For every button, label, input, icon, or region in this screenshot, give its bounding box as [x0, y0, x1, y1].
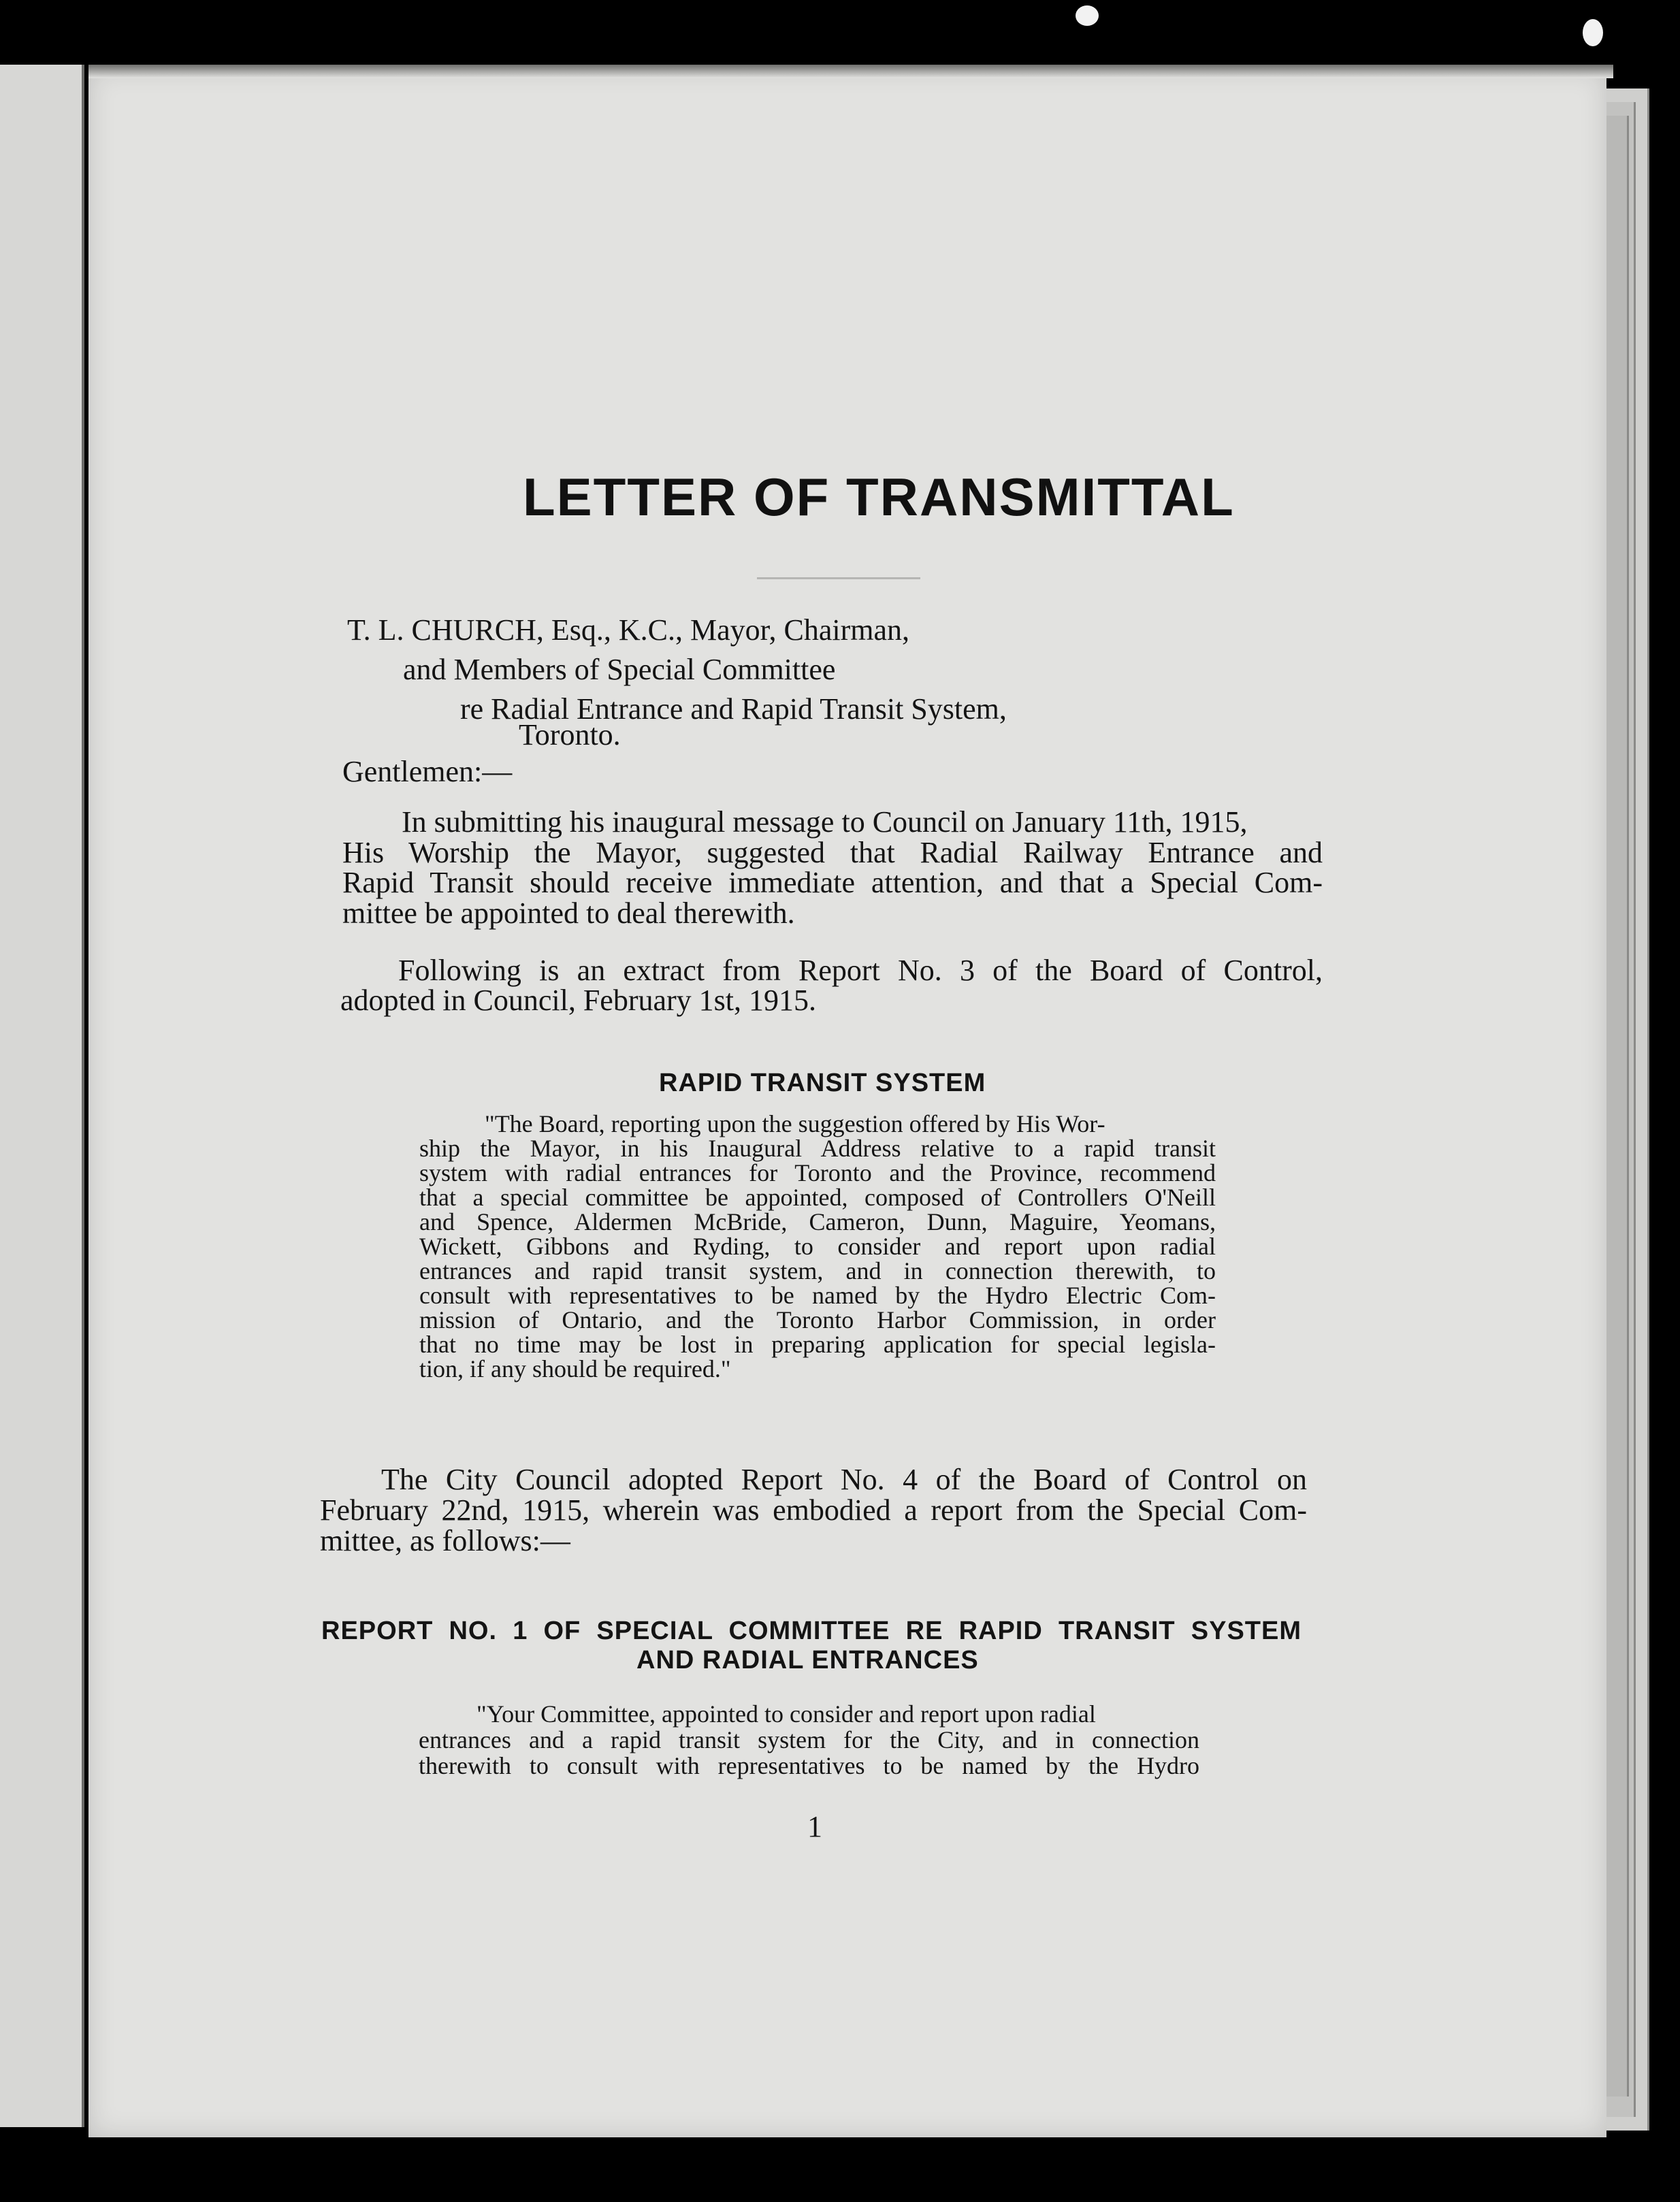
quote-line: Wickett, Gibbons and Ryding, to consider and report upon radial — [419, 1233, 1216, 1260]
document-page — [88, 68, 1606, 2137]
address-line: re Radial Entrance and Rapid Transit System, — [460, 692, 1007, 726]
paragraph-line: mittee, as follows:— — [320, 1524, 570, 1557]
document-title: LETTER OF TRANSMITTAL — [523, 467, 1235, 527]
scan-artifact — [1076, 5, 1099, 26]
paragraph-line: In submitting his inaugural message to Council on January 11th, 1915, — [402, 805, 1248, 839]
quote-line: that a special committee be appointed, composed of Controllers O'Neill — [419, 1184, 1216, 1211]
facing-page-edge — [0, 65, 84, 2127]
quote-line: therewith to consult with representatives to be named by the Hydro — [419, 1752, 1199, 1779]
paragraph-line: February 22nd, 1915, wherein was embodied a report from the Special Com- — [320, 1493, 1307, 1527]
paragraph-line: Rapid Transit should receive immediate attention, and that a Special Com- — [342, 866, 1323, 899]
quote-line: system with radial entrances for Toronto and the Province, recommend — [419, 1159, 1216, 1186]
paragraph-line: The City Council adopted Report No. 4 of the Board of Control on — [381, 1463, 1307, 1496]
quote-line: consult with representatives to be named by the Hydro Electric Com- — [419, 1282, 1216, 1309]
quote-line: "The Board, reporting upon the suggestion offered by His Wor- — [485, 1110, 1105, 1137]
quote-line: "Your Committee, appointed to consider and report upon radial — [476, 1700, 1096, 1728]
quote-line: that no time may be lost in preparing application for special legisla- — [419, 1331, 1216, 1358]
section-heading: REPORT NO. 1 OF SPECIAL COMMITTEE RE RAPID TRANSIT SYSTEM — [321, 1617, 1302, 1645]
salutation: Gentlemen:— — [342, 755, 513, 788]
address-line: T. L. CHURCH, Esq., K.C., Mayor, Chairman, — [347, 613, 910, 647]
paragraph-line: mittee be appointed to deal therewith. — [342, 896, 795, 930]
quote-line: mission of Ontario, and the Toronto Harbor Commission, in order — [419, 1306, 1216, 1333]
quote-line: tion, if any should be required." — [419, 1355, 731, 1382]
quote-line: and Spence, Aldermen McBride, Cameron, Dunn, Maguire, Yeomans, — [419, 1208, 1216, 1235]
stacked-page-edge — [1606, 116, 1629, 2096]
section-heading: AND RADIAL ENTRANCES — [636, 1646, 979, 1674]
scan-artifact — [1583, 19, 1603, 46]
address-line: Toronto. — [519, 718, 621, 751]
section-heading: RAPID TRANSIT SYSTEM — [659, 1069, 986, 1097]
title-divider — [757, 577, 920, 579]
page-number: 1 — [807, 1810, 822, 1843]
quote-line: entrances and rapid transit system, and in connection therewith, to — [419, 1257, 1216, 1284]
paragraph-line: Following is an extract from Report No. 3 of the Board of Control, — [398, 954, 1323, 987]
quote-line: entrances and a rapid transit system for the City, and in connection — [419, 1726, 1199, 1753]
address-line: and Members of Special Committee — [403, 653, 836, 686]
page-top-shadow — [88, 65, 1613, 78]
paragraph-line: His Worship the Mayor, suggested that Radial Railway Entrance and — [342, 836, 1323, 869]
quote-line: ship the Mayor, in his Inaugural Address relative to a rapid transit — [419, 1135, 1216, 1162]
paragraph-line: adopted in Council, February 1st, 1915. — [340, 984, 817, 1017]
